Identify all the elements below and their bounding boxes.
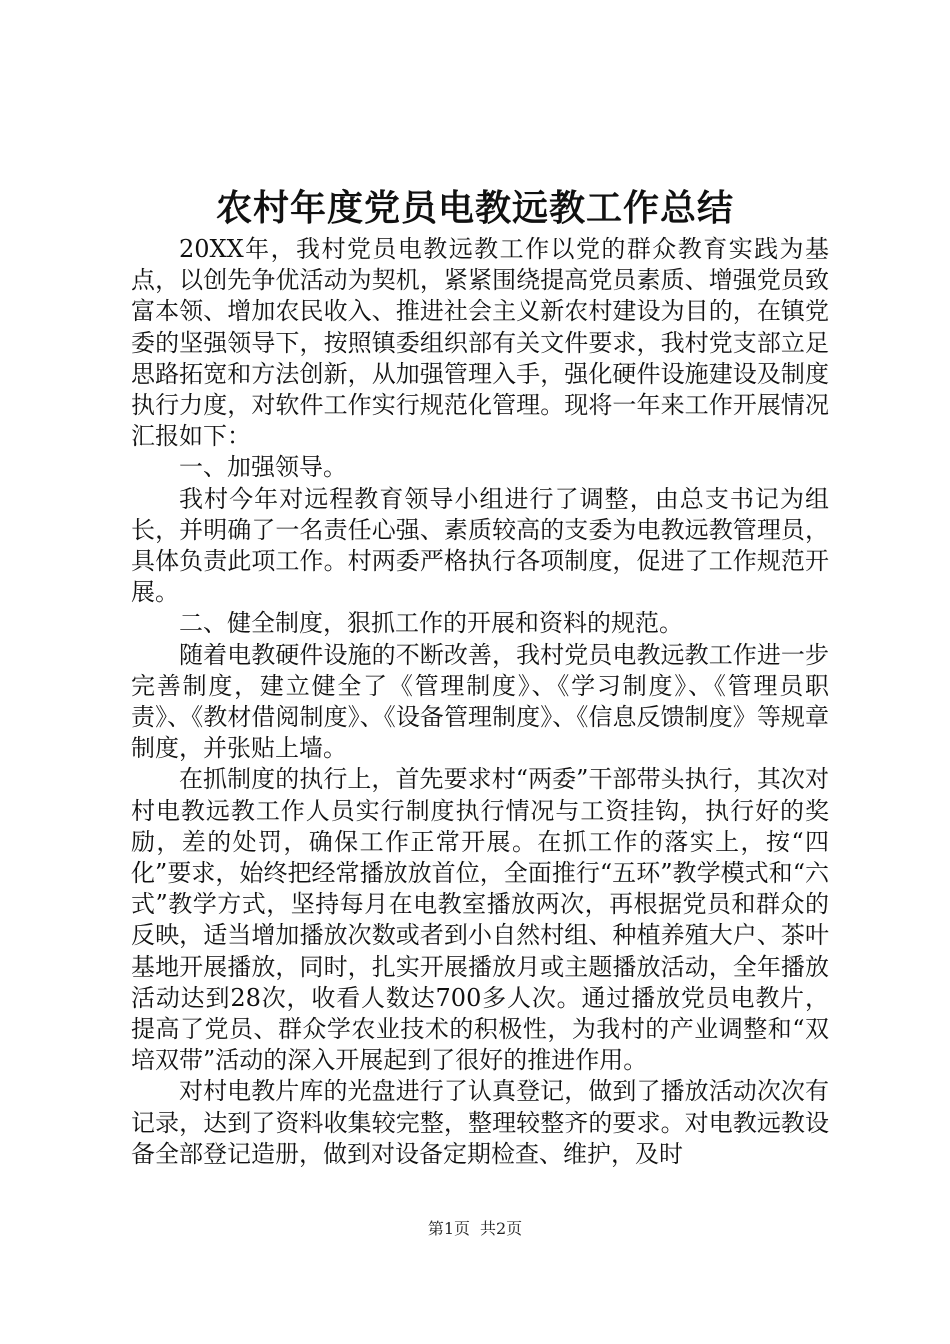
section-2-paragraph-3: 对村电教片库的光盘进行了认真登记，做到了播放活动次次有记录，达到了资料收集较完整，整理较整齐的要求。对电教远教设备全部登记造册，做到对设备定期检查、维护，及时 (131, 1077, 829, 1168)
intro-paragraph: 20XX年，我村党员电教远教工作以党的群众教育实践为基点，以创先争优活动为契机，紧紧围绕提高党员素质、增强党员致富本领、增加农民收入、推进社会主义新农村建设为目的，在镇党委的坚强领导下，按照镇委组织部有关文件要求，我村党支部立足思路拓宽和方法创新，从加强管理入手，强化硬件设施建设及制度执行力度，对软件工作实行规范化管理。现将一年来工作开展情况汇报如下： (131, 235, 829, 451)
document-body (131, 234, 829, 1170)
page-footer (0, 1218, 950, 1240)
section-1-paragraph: 我村今年对远程教育领导小组进行了调整，由总支书记为组长，并明确了一名责任心强、素质较高的支委为电教远教管理员，具体负责此项工作。村两委严格执行各项制度，促进了工作规范开展。 (131, 484, 829, 607)
page-total: 共2页 (480, 1219, 523, 1238)
section-2-paragraph-2: 在抓制度的执行上，首先要求村“两委”干部带头执行，其次对村电教远教工作人员实行制度执行情况与工资挂钩，执行好的奖励，差的处罚，确保工作正常开展。在抓工作的落实上，按“四化”要求，始终把经常播放放首位，全面推行“五环”教学模式和“六式”教学方式，坚持每月在电教室播放两次，再根据党员和群众的反映，适当增加播放次数或者到小自然村组、种植养殖大户、茶叶基地开展播放，同时，扎实开展播放月或主题播放活动，全年播放活动达到28次，收看人数达700多人次。通过播放党员电教片，提高了党员、群众学农业技术的积极性，为我村的产业调整和“双培双带”活动的深入开展起到了很好的推进作用。 (131, 765, 829, 1075)
section-heading-1: 一、加强领导。 (179, 453, 347, 482)
section-2-paragraph-1: 随着电教硬件设施的不断改善，我村党员电教远教工作进一步完善制度，建立健全了《管理制度》、《学习制度》、《管理员职责》、《教材借阅制度》、《设备管理制度》、《信息反馈制度》等规章制度，并张贴上墙。 (131, 640, 829, 763)
section-heading-2: 二、健全制度，狠抓工作的开展和资料的规范。 (179, 609, 683, 638)
page-number: 第1页 (427, 1219, 470, 1238)
document-title: 农村年度党员电教远教工作总结 (215, 187, 734, 229)
